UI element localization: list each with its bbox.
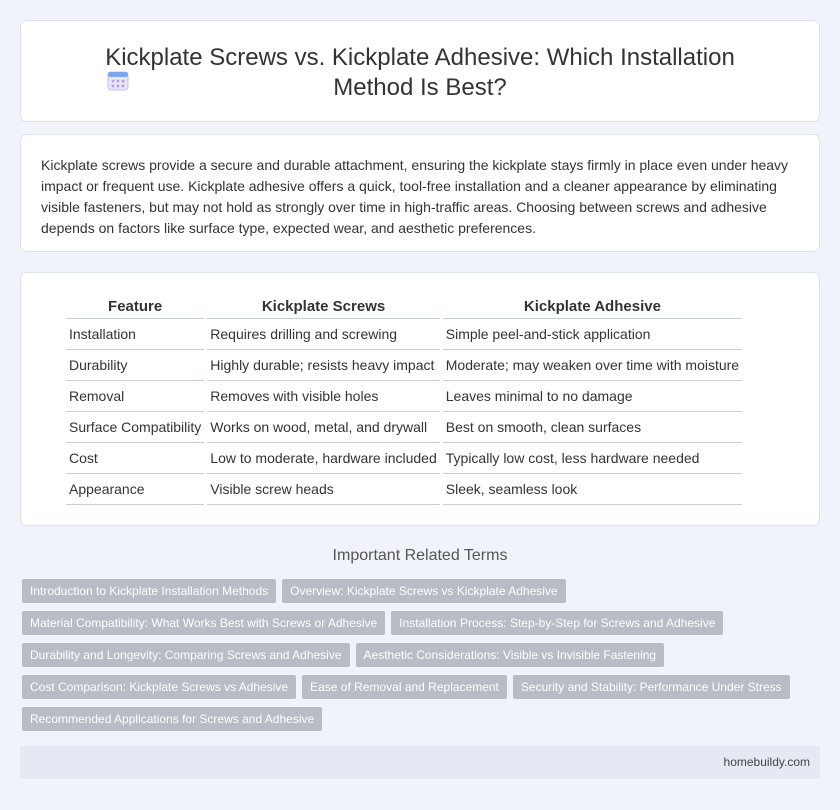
table-cell: Durability bbox=[66, 350, 204, 381]
page-title-line1: Kickplate Screws vs. Kickplate Adhesive: Which Installation bbox=[105, 44, 735, 71]
table-row bbox=[66, 412, 742, 443]
title-card bbox=[20, 20, 820, 122]
intro-card bbox=[20, 134, 820, 252]
table-cell: Surface Compatibility bbox=[66, 412, 204, 443]
table-cell: Works on wood, metal, and drywall bbox=[207, 412, 439, 443]
table-cell: Simple peel-and-stick application bbox=[443, 319, 742, 350]
table-row bbox=[66, 474, 742, 505]
table-cell: Visible screw heads bbox=[207, 474, 439, 505]
table-cell: Moderate; may weaken over time with moisture bbox=[443, 350, 742, 381]
table-cell: Typically low cost, less hardware needed bbox=[443, 443, 742, 474]
table-cell: Removal bbox=[66, 381, 204, 412]
table-cell: Removes with visible holes bbox=[207, 381, 439, 412]
related-term-tag[interactable]: Introduction to Kickplate Installation Methods bbox=[22, 579, 276, 603]
related-terms-title: Important Related Terms bbox=[332, 547, 508, 564]
related-term-tag[interactable]: Installation Process: Step-by-Step for Screws and Adhesive bbox=[391, 611, 723, 635]
comparison-table bbox=[63, 295, 745, 505]
table-cell: Cost bbox=[66, 443, 204, 474]
related-terms-list bbox=[22, 579, 812, 731]
table-row bbox=[66, 381, 742, 412]
related-term-tag[interactable]: Recommended Applications for Screws and Adhesive bbox=[22, 707, 322, 731]
table-cell: Highly durable; resists heavy impact bbox=[207, 350, 439, 381]
related-term-tag[interactable]: Overview: Kickplate Screws vs Kickplate Adhesive bbox=[282, 579, 565, 603]
table-cell: Appearance bbox=[66, 474, 204, 505]
header-feature: Feature bbox=[66, 295, 204, 319]
header-adhesive: Kickplate Adhesive bbox=[443, 295, 742, 319]
table-cell: Requires drilling and screwing bbox=[207, 319, 439, 350]
page-title bbox=[21, 43, 819, 103]
related-term-tag[interactable]: Durability and Longevity: Comparing Screws and Adhesive bbox=[22, 643, 350, 667]
table-row bbox=[66, 319, 742, 350]
footer-site-link[interactable]: homebuildy.com bbox=[723, 755, 810, 769]
related-term-tag[interactable]: Cost Comparison: Kickplate Screws vs Adhesive bbox=[22, 675, 296, 699]
related-term-tag[interactable]: Ease of Removal and Replacement bbox=[302, 675, 507, 699]
comparison-card bbox=[20, 272, 820, 526]
related-term-tag[interactable]: Security and Stability: Performance Under Stress bbox=[513, 675, 790, 699]
footer bbox=[20, 746, 820, 779]
table-cell: Best on smooth, clean surfaces bbox=[443, 412, 742, 443]
table-cell: Leaves minimal to no damage bbox=[443, 381, 742, 412]
related-term-tag[interactable]: Aesthetic Considerations: Visible vs Invisible Fastening bbox=[356, 643, 665, 667]
intro-text: Kickplate screws provide a secure and durable attachment, ensuring the kickplate stays firmly in place even under heavy impact or frequent use. Kickplate adhesive offers a quick, tool-free installation and a cleaner appearance by eliminating visible fasteners, but may not hold as strongly over time in high-traffic areas. Choosing between screws and adhesive depends on factors like surface type, expected wear, and aesthetic preferences. bbox=[41, 157, 789, 236]
table-row bbox=[66, 350, 742, 381]
table-cell: Low to moderate, hardware included bbox=[207, 443, 439, 474]
header-screws: Kickplate Screws bbox=[207, 295, 439, 319]
table-cell: Installation bbox=[66, 319, 204, 350]
related-term-tag[interactable]: Material Compatibility: What Works Best with Screws or Adhesive bbox=[22, 611, 385, 635]
table-cell: Sleek, seamless look bbox=[443, 474, 742, 505]
page-title-line2: Method Is Best? bbox=[333, 74, 507, 101]
table-header-row bbox=[66, 295, 742, 319]
table-row bbox=[66, 443, 742, 474]
